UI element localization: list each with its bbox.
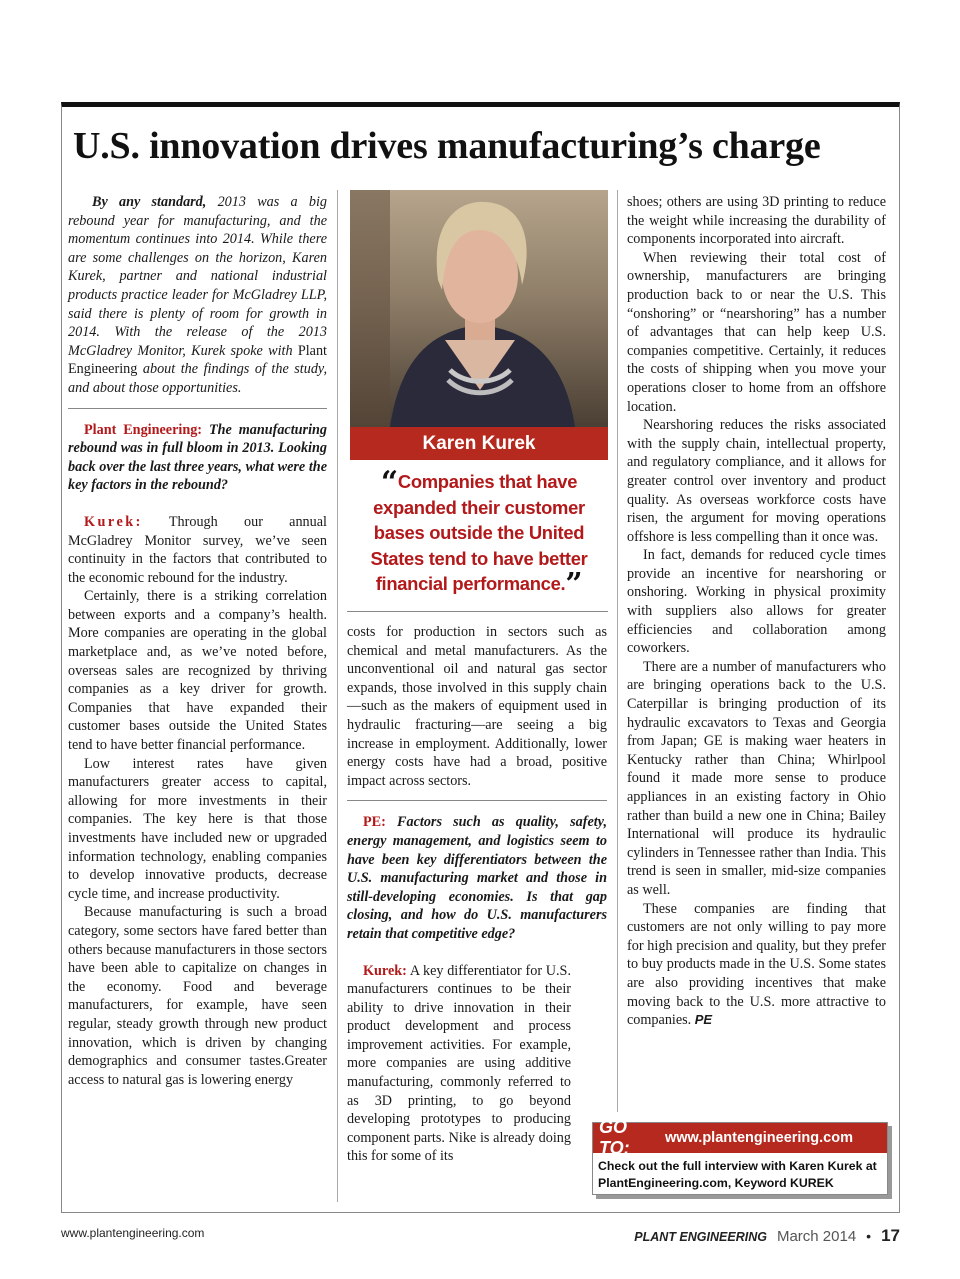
- goto-box: [592, 1117, 888, 1195]
- answer-paragraph: When reviewing their total cost of ownership, manufacturers are bringing production back to or near the U.S. This “onshoring” or “nearshoring” has a number of advantages that can help keep U.S. companies competitive. Certainly, it reduces the costs of shipping when you move your operations closer to home from an offshore location.: [627, 249, 886, 415]
- intro-lead: By any standard,: [92, 194, 207, 210]
- question-1: Plant Engineering: The manufacturing rebound was in full bloom in 2013. Looking back over the last three years, what were the key factors in the rebound?: [68, 421, 327, 494]
- page-number: 17: [881, 1226, 900, 1245]
- open-quote-icon: “: [380, 465, 398, 500]
- column-3: [627, 193, 886, 1030]
- answer-speaker: Kurek:: [363, 962, 407, 979]
- answer-paragraph: These companies are finding that customers are not only willing to pay more for high precision and quality, but they prefer to buy products made in the U.S. Some states are also providing incentives that make moving back to the U.S. more attractive to companies. PE: [627, 900, 886, 1029]
- divider: [347, 800, 607, 801]
- column-divider: [617, 190, 618, 1112]
- answer-paragraph: In fact, demands for reduced cycle times provide an incentive for nearshoring or onshoring. Working in physical proximity with suppliers also allows for greater efficiencies and collaboration among coworkers.: [627, 547, 886, 657]
- answer-paragraph: Because manufacturing is such a broad category, some sectors have fared better than others because manufacturers in those sectors have been able to capitalize on changes in the economy. Food and beverage manufacturers, for example, have seen regular, steady growth through new product innovation, which is driven by changing demographics and consumer tastes.Greater access to natural gas is lowering energy: [68, 904, 327, 1088]
- portrait-photo: [350, 190, 608, 427]
- question-speaker: Plant Engineering:: [84, 421, 203, 438]
- pe-end-mark-icon: PE: [694, 1012, 713, 1028]
- divider: [347, 611, 608, 612]
- intro-paragraph: By any standard, 2013 was a big rebound year for manufacturing, and the momentum continues into 2014. While there are some challenges on the horizon, Karen Kurek, partner and national industrial products practice leader for McGladrey LLP, said there is plenty of room for growth in 2014. With the release of the 2013 McGladrey Monitor, Kurek spoke with Plant Engineering about the findings of the study, and about those opportunities.: [68, 194, 327, 396]
- answer-paragraph: Nearshoring reduces the risks associated with the supply chain, intellectual property, and regulatory compliance, and it allows for greater control over inventory and product quality. As overseas workforce costs have risen, the argument for moving operations offshore is less compelling than it once was.: [627, 417, 886, 545]
- answer-paragraph: Certainly, there is a striking correlation between exports and a company’s health. More companies are operating in the global marketplace and, as we’ve noted before, overseas sales are recognized by thriving companies as a key driver for growth. Companies that have expanded their customer bases outside the United States tend to have better financial performance.: [68, 588, 327, 754]
- photo-caption: Karen Kurek: [350, 427, 608, 460]
- answer-paragraph: Kurek: Through our annual McGladrey Monitor survey, we’ve seen continuity in the factors that contributed to the economic rebound for the industry.: [68, 513, 327, 586]
- column-divider: [337, 190, 338, 1202]
- footer-publication: PLANT ENGINEERING: [634, 1230, 767, 1244]
- answer-paragraph: Kurek: A key differentiator for U.S. manufacturers continues to be their ability to drive innovation in their product development and process improvement activities. For example, more companies are using additive manufacturing, commonly referred to as 3D printing, to go beyond developing prototypes to producing component parts. Nike is already doing this for some of its: [347, 962, 571, 1165]
- article-title: U.S. innovation drives manufacturing’s charge: [73, 125, 821, 167]
- footer-separator: •: [866, 1228, 872, 1244]
- intro-publication: Plant Engineering: [68, 342, 327, 378]
- answer-paragraph: shoes; others are using 3D printing to reduce the weight while increasing the durability of components incorporated into aircraft.: [627, 194, 886, 248]
- question-speaker: PE:: [363, 814, 386, 831]
- goto-text: Check out the full interview with Karen Kurek at PlantEngineering.com, Keyword KUREK: [598, 1159, 877, 1190]
- footer-info: [634, 1226, 900, 1246]
- divider: [68, 408, 327, 409]
- answer-speaker: Kurek:: [84, 513, 143, 530]
- column-1: [68, 193, 327, 1089]
- goto-bar: [593, 1117, 887, 1158]
- footer-website[interactable]: www.plantengineering.com: [61, 1226, 205, 1240]
- footer-date: March 2014: [776, 1228, 857, 1245]
- answer-paragraph: costs for production in sectors such as chemical and metal manufacturers. As the unconventional oil and natural gas sector expands, those involved in this supply chain—such as the makers of equipment used in hydraulic fracturing—are seeing a big increase in employment. Additionally, lower energy costs have had a broad, positive impact across sectors.: [347, 624, 607, 789]
- goto-url-link[interactable]: www.plantengineering.com: [665, 1130, 853, 1146]
- question-2: PE: Factors such as quality, safety, energy management, and logistics seem to have been key differentiators between the U.S. manufacturing market and those in still-developing economies. Is that gap closing, and how do U.S. manufacturers retain that competitive edge?: [347, 814, 607, 942]
- column-2: [347, 623, 607, 1166]
- pull-quote: “Companies that have expanded their customer bases outside the United States tend to have better financial performance.”: [370, 465, 588, 602]
- goto-label: GO TO:: [599, 1117, 630, 1158]
- answer-paragraph: There are a number of manufacturers who are bringing operations back to the U.S. Caterpillar is bringing production of its hydraulic excavators to Texas and Georgia from Japan; GE is making waer heaters in Kentucky rather than China; Whirlpool found it made more sense to produce appliances in an existing factory in Ohio rather than build a new one in China; Bailey International will produce its hydraulic cylinders in Tennessee rather than India. This trend is seen in smaller, mid-size companies as well.: [627, 658, 886, 898]
- portrait-illustration: [350, 190, 608, 427]
- answer-paragraph: Low interest rates have given manufacturers greater access to capital, allowing for more investments in their companies. The key here is that those investments have included new or upgraded information technology, enabling companies to develop innovative products, decrease cycle time, and increase productivity.: [68, 755, 327, 902]
- close-quote-icon: ”: [565, 567, 583, 602]
